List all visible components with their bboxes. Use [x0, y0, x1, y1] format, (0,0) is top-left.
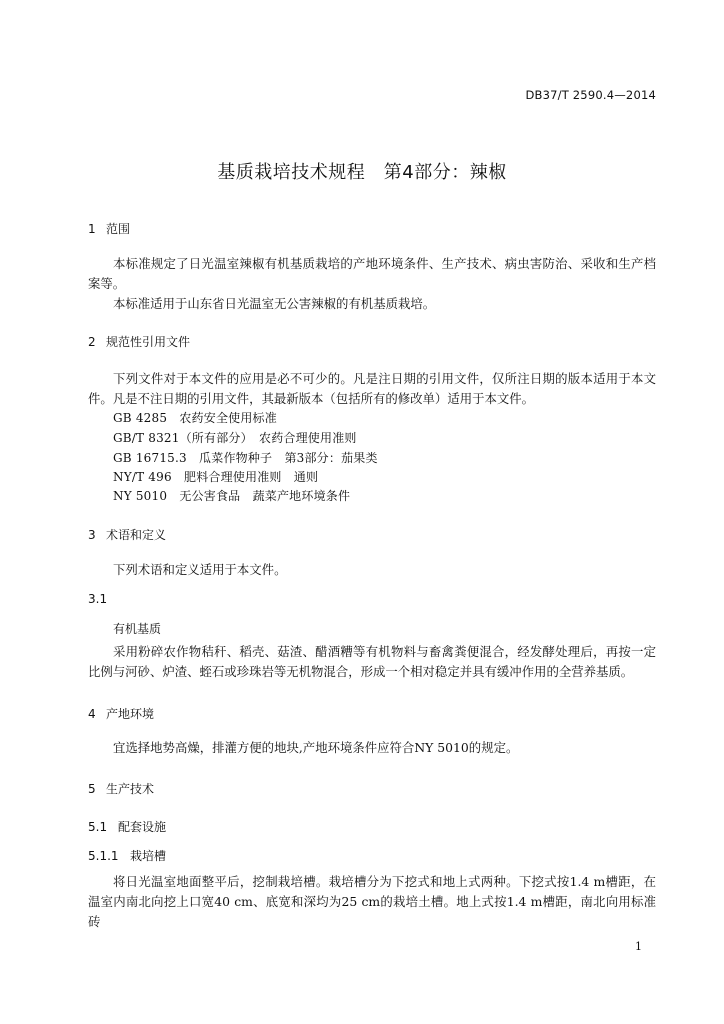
section-title: 范围 [106, 222, 131, 236]
subsection-5-1-heading [88, 818, 166, 835]
reference-item: GB/T 8321（所有部分） 农药合理使用准则 [113, 431, 357, 445]
section-5-1-1-paragraph-1: 将日光温室地面整平后，挖制栽培槽。栽培槽分为下挖式和地上式两种。下挖式按1.4 m槽距，在温室内南北向挖上口宽40 cm、底宽和深均为25 cm的栽培土槽。地上式按1.4 m槽距，南北向用标准砖 [88, 874, 656, 929]
subsection-title: 栽培槽 [130, 849, 167, 863]
section-1-heading [88, 220, 130, 237]
subsection-title: 配套设施 [118, 820, 167, 834]
section-number: 3 [88, 528, 96, 542]
subsection-5-1-1-heading [88, 847, 166, 864]
section-title: 术语和定义 [106, 528, 167, 542]
subsection-3-1-number: 3.1 [88, 592, 108, 606]
reference-item: GB 4285 农药安全使用标准 [113, 411, 277, 425]
section-4-paragraph-1: 宜选择地势高燥，排灌方便的地块,产地环境条件应符合NY 5010的规定。 [113, 740, 519, 755]
subsection-number: 5.1 [88, 820, 108, 834]
term-definition: 采用粉碎农作物秸秆、稻壳、菇渣、醋酒糟等有机物料与畜禽粪便混合，经发酵处理后，再按一定比例与河砂、炉渣、蛭石或珍珠岩等无机物混合，形成一个相对稳定并具有缓冲作用的全营养基质。 [88, 644, 656, 679]
section-3-paragraph-1: 下列术语和定义适用于本文件。 [113, 562, 287, 577]
standard-code: DB37/T 2590.4—2014 [525, 88, 656, 102]
section-number: 4 [88, 707, 96, 721]
section-2-paragraph-1: 下列文件对于本文件的应用是必不可少的。凡是注日期的引用文件，仅所注日期的版本适用于本文件。凡是不注日期的引用文件，其最新版本（包括所有的修改单）适用于本文件。 [88, 371, 656, 406]
reference-item: GB 16715.3 瓜菜作物种子 第3部分：茄果类 [113, 451, 378, 465]
section-1-paragraph-1: 本标准规定了日光温室辣椒有机基质栽培的产地环境条件、生产技术、病虫害防治、采收和生产档案等。 [88, 256, 656, 291]
reference-item: NY 5010 无公害食品 蔬菜产地环境条件 [113, 489, 351, 503]
reference-item: NY/T 496 肥料合理使用准则 通则 [113, 470, 319, 484]
section-2-heading [88, 333, 190, 350]
section-5-heading [88, 780, 154, 797]
section-number: 5 [88, 782, 96, 796]
document-title: 基质栽培技术规程 第4部分：辣椒 [217, 162, 507, 183]
section-title: 生产技术 [106, 782, 155, 796]
section-1-paragraph-2: 本标准适用于山东省日光温室无公害辣椒的有机基质栽培。 [113, 296, 436, 311]
section-title: 产地环境 [106, 707, 155, 721]
subsection-number: 5.1.1 [88, 849, 119, 863]
term-heading: 有机基质 [113, 622, 162, 636]
section-title: 规范性引用文件 [106, 335, 191, 349]
section-number: 1 [88, 222, 96, 236]
page-number: 1 [635, 940, 642, 953]
section-number: 2 [88, 335, 96, 349]
section-3-heading [88, 526, 166, 543]
section-4-heading [88, 705, 154, 722]
